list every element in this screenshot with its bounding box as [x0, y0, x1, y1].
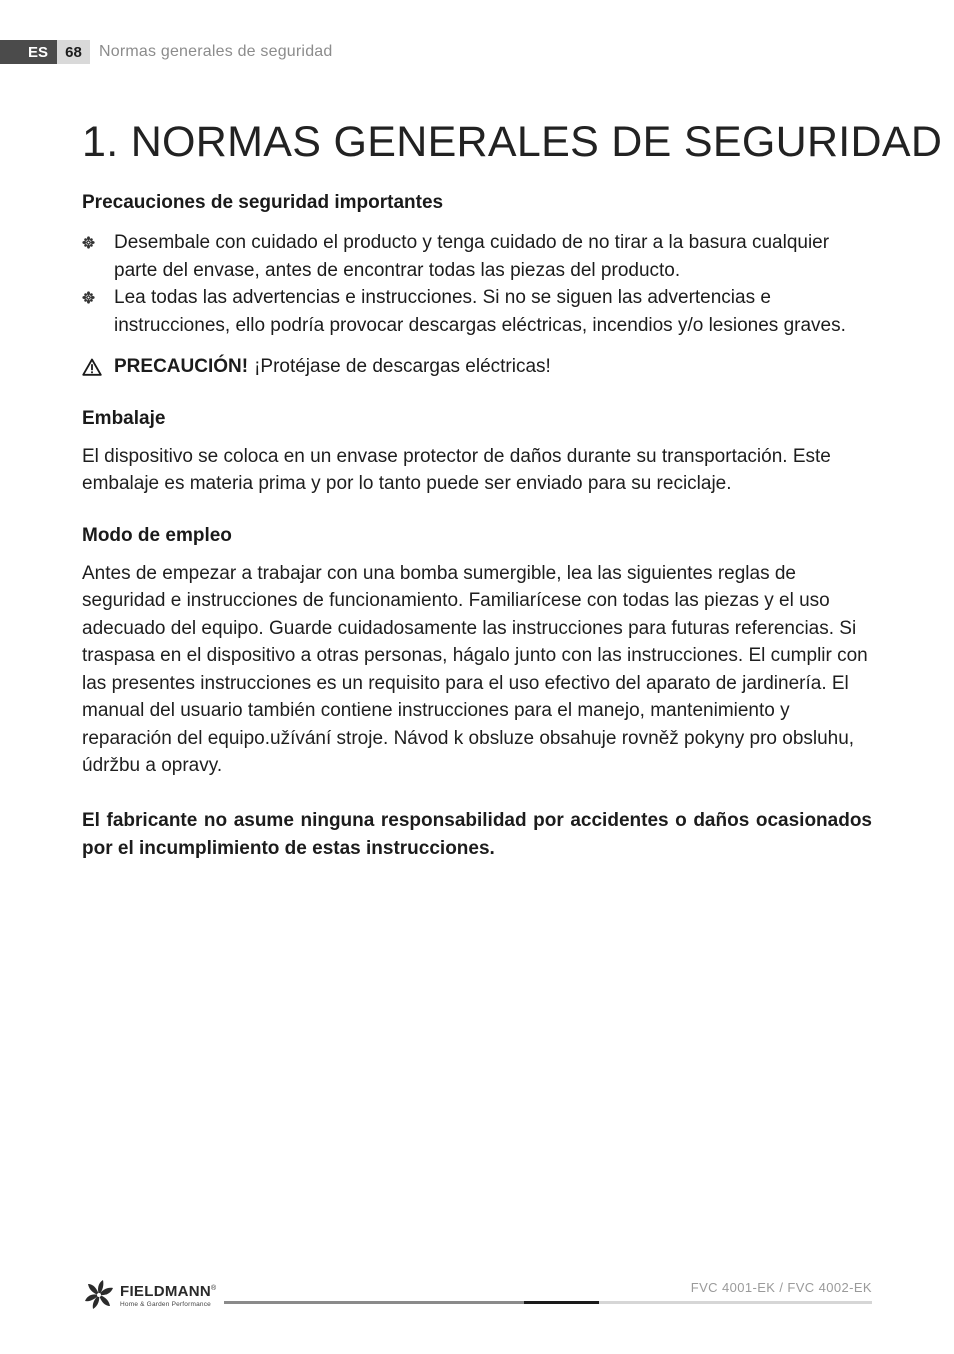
packaging-paragraph: El dispositivo se coloca en un envase protector de daños durante su transportación. Este embalaje es materia prima y por lo tanto puede ser enviado para su reciclaje.: [82, 445, 831, 494]
flower-bullet-icon: [82, 291, 95, 304]
model-number: FVC 4001-EK / FVC 4002-EK: [690, 1280, 872, 1295]
brand-tagline: Home & Garden Performance: [120, 1301, 211, 1308]
caution-label: PRECAUCIÓN!: [114, 356, 249, 377]
list-item: [82, 284, 872, 339]
running-title: Normas generales de seguridad: [99, 43, 333, 60]
safety-heading: Precauciones de seguridad importantes: [82, 192, 444, 213]
packaging-heading: Embalaje: [82, 407, 166, 429]
bullet-text: Desembale con cuidado el producto y tenga cuidado de no tirar a la basura cualquier parte del envase, antes de encontrar todas las piezas del producto.: [114, 232, 830, 281]
usage-heading: Modo de empleo: [82, 524, 232, 546]
liability-disclaimer: El fabricante no asume ninguna responsabilidad por accidentes o daños ocasionados por el incumplimiento de estas instrucciones.: [82, 809, 872, 859]
warning-triangle-icon: [82, 358, 102, 376]
page-number: 68: [57, 40, 90, 64]
footer-rule: [224, 1301, 872, 1304]
logo-text: [120, 1281, 217, 1309]
caution-notice: [82, 353, 872, 381]
page-header: [0, 40, 333, 64]
caution-text: ¡Protéjase de descargas eléctricas!: [254, 356, 551, 377]
page-title: 1. NORMAS GENERALES DE SEGURIDAD: [82, 118, 943, 166]
brand-name: FIELDMANN®: [120, 1283, 217, 1300]
brand-logo: [82, 1278, 217, 1312]
language-tab: ES: [0, 40, 57, 64]
usage-paragraph: Antes de empezar a trabajar con una bomba sumergible, lea las siguientes reglas de seguridad e instrucciones de funcionamiento. Familiarícese con todas las piezas y el uso adecuado del equipo. Guarde cuidadosamente las instrucciones para futuras referencias. Si traspasa en el dispositivo a otras personas, hágalo junto con las instrucciones. El cumplir con las presentes instrucciones es un requisito para el uso efectivo del aparato de jardinería. El manual del usuario también contiene instrucciones para el manejo, mantenimiento y reparación del equipo.užívání stroje. Návod k obsluze obsahuje rovněž pokyny pro obsluhu, údržbu a opravy.: [82, 562, 868, 776]
flower-bullet-icon: [82, 236, 95, 249]
registered-mark: ®: [211, 1285, 217, 1292]
bullet-text: Lea todas las advertencias e instrucciones. Si no se siguen las advertencias e instrucciones, ello podría provocar descargas eléctricas, incendios y/o lesiones graves.: [114, 287, 846, 336]
fieldmann-swirl-logo-icon: [82, 1278, 116, 1312]
main-content: [82, 192, 872, 863]
page-footer: [82, 1276, 872, 1316]
safety-bullet-list: [82, 229, 872, 339]
list-item: [82, 229, 872, 284]
